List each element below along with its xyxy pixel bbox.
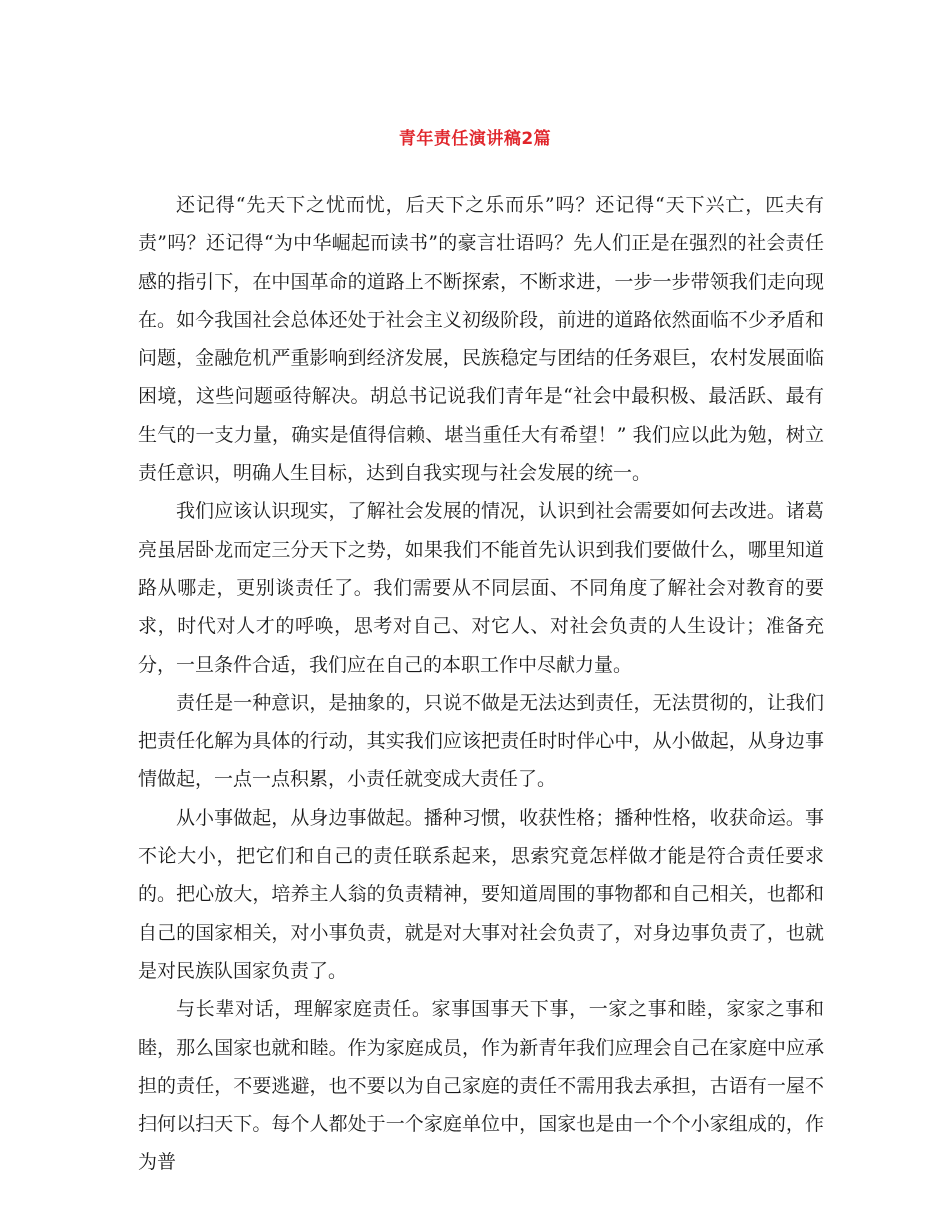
document-title: 青年责任演讲稿2篇: [398, 129, 552, 149]
document-body: [138, 186, 824, 1182]
paragraph-2: 我们应该认识现实，了解社会发展的情况，认识到社会需要如何去改进。诸葛亮虽居卧龙而定三分天下之势，如果我们不能首先认识到我们要做什么，哪里知道路从哪走，更别谈责任了。我们需要从不同层面、不同角度了解社会对教育的要求，时代对人才的呼唤，思考对自己、对它人、对社会负责的人生设计；准备充分，一旦条件合适，我们应在自己的本职工作中尽献力量。: [138, 500, 824, 676]
paragraph-4: 从小事做起，从身边事做起。播种习惯，收获性格；播种性格，收获命运。事不论大小，把它们和自己的责任联系起来，思索究竟怎样做才能是符合责任要求的。把心放大，培养主人翁的负责精神，要知道周围的事物都和自己相关，也都和自己的国家相关，对小事负责，就是对大事对社会负责了，对身边事负责了，也就是对民族队国家负责了。: [138, 806, 824, 982]
paragraph-3: 责任是一种意识，是抽象的，只说不做是无法达到责任，无法贯彻的，让我们把责任化解为具体的行动，其实我们应该把责任时时伴心中，从小做起，从身边事情做起，一点一点积累，小责任就变成大责任了。: [138, 691, 824, 791]
paragraph-1: 还记得“先天下之忧而忧，后天下之乐而乐”吗？还记得“天下兴亡，匹夫有责”吗？还记得“为中华崛起而读书”的豪言壮语吗？先人们正是在强烈的社会责任感的指引下，在中国革命的道路上不断探索，不断求进，一步一步带领我们走向现在。如今我国社会总体还处于社会主义初级阶段，前进的道路依然面临不少矛盾和问题，金融危机严重影响到经济发展，民族稳定与团结的任务艰巨，农村发展面临困境，这些问题亟待解决。胡总书记说我们青年是“社会中最积极、最活跃、最有生气的一支力量，确实是值得信赖、堪当重任大有希望！” 我们应以此为勉，树立责任意识，明确人生目标，达到自我实现与社会发展的统一。: [138, 194, 824, 485]
paragraph-5: 与长辈对话，理解家庭责任。家事国事天下事，一家之事和睦，家家之事和睦，那么国家也就和睦。作为家庭成员，作为新青年我们应理会自己在家庭中应承担的责任，不要逃避，也不要以为自己家庭的责任不需用我去承担，古语有一屋不扫何以扫天下。每个人都处于一个家庭单位中，国家也是由一个个小家组成的，作为普: [138, 998, 824, 1174]
